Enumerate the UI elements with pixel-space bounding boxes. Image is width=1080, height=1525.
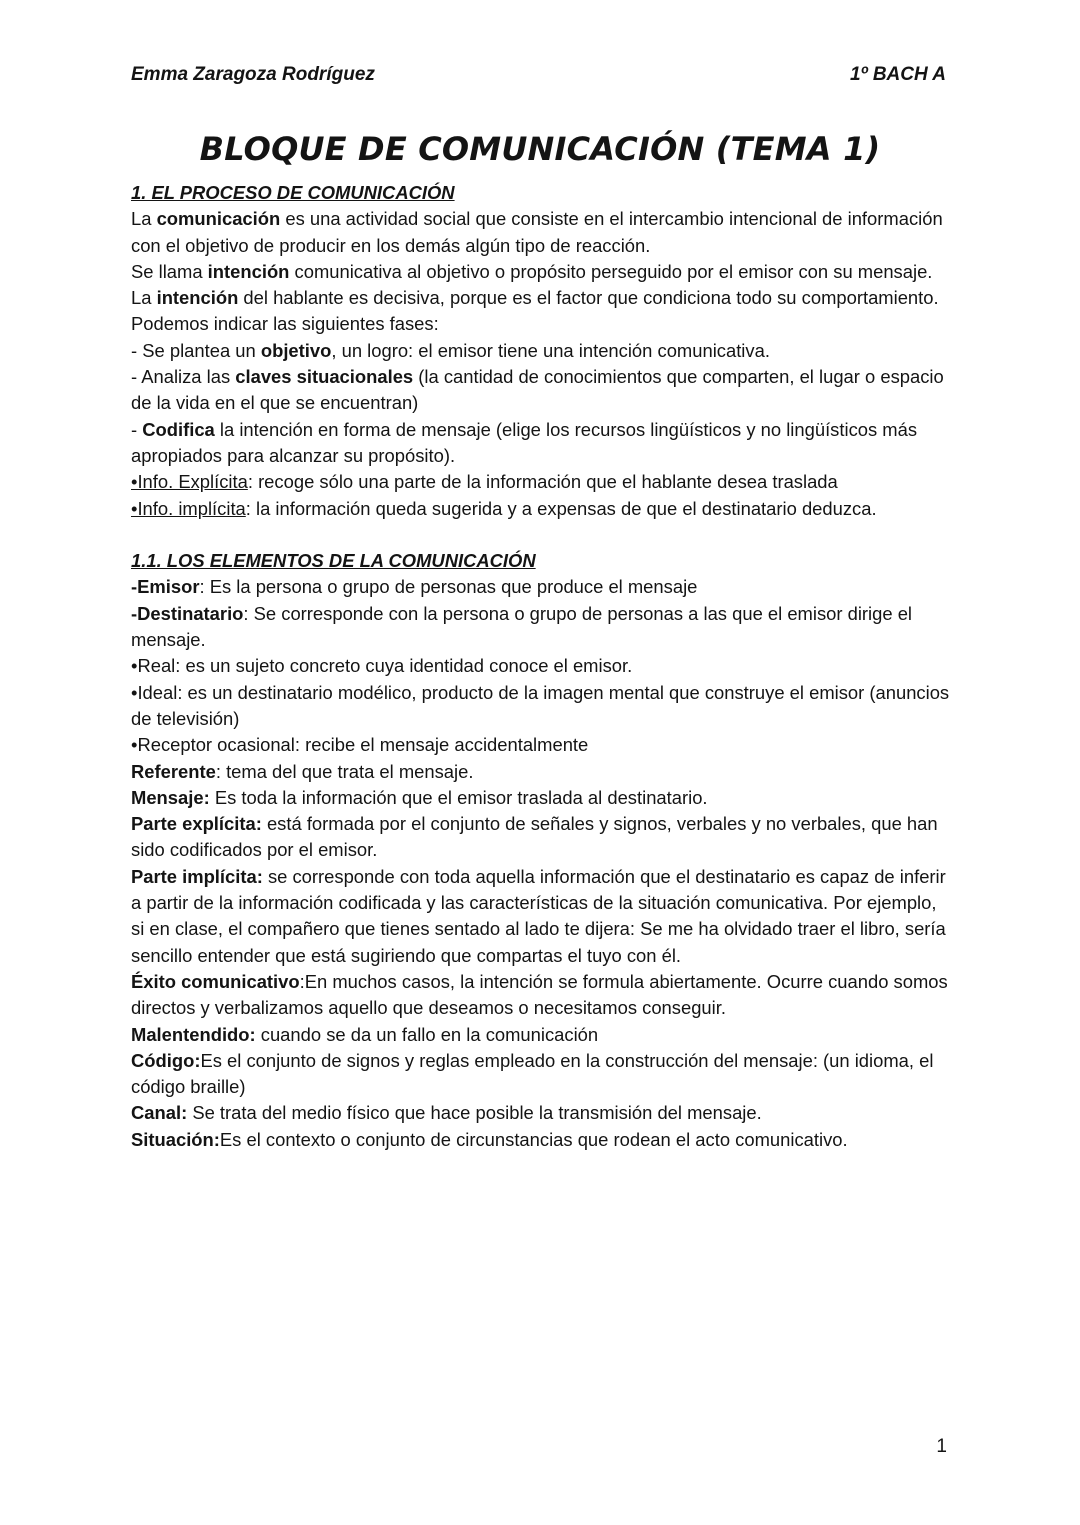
bold-term: Referente (131, 760, 216, 782)
text: está formada por el conjunto de señales y signos, verbales y no verbales, que han sido codificados por el emisor. (131, 813, 938, 861)
bold-term: Codifica (142, 418, 215, 440)
list-item (131, 417, 951, 470)
bold-term: Código: (131, 1049, 201, 1071)
document-title: BLOQUE DE COMUNICACIÓN (TEMA 1) (199, 130, 881, 168)
definition (131, 1127, 951, 1153)
definition (131, 601, 951, 654)
section-heading: 1.1. LOS ELEMENTOS DE LA COMUNICACIÓN (131, 550, 536, 572)
definition (131, 1100, 951, 1126)
bold-term: -Emisor (131, 576, 200, 598)
bold-term: objetivo (260, 339, 332, 361)
author-name: Emma Zaragoza Rodríguez (131, 64, 375, 85)
definition (131, 759, 951, 785)
paragraph (131, 206, 951, 259)
paragraph (131, 259, 951, 285)
definition (131, 785, 951, 811)
list-item (131, 496, 951, 522)
text: - Se plantea un (131, 339, 261, 361)
text: Se llama (131, 260, 208, 282)
paragraph (131, 285, 951, 311)
text: : Se corresponde con la persona o grupo de personas a las que el emisor dirige el mensaje. (131, 602, 913, 651)
text: Es el conjunto de signos y reglas empleado en la construcción del mensaje: (un idioma, el código braille) (131, 1049, 934, 1098)
bold-term: Canal: (131, 1102, 188, 1124)
text: se corresponde con toda aquella información que el destinatario es capaz de inferir a partir de la información codificada y las características de la situación comunicativa. Por ejemplo, si en clase, el compañero que tienes sentado al lado te dijera: Se me ha olvidado traer el libro, sería sencillo entender que está sugiriendo que compartas el tuyo con él. (131, 865, 946, 966)
text: es una actividad social que consiste en el intercambio intencional de información con el objetivo de producir en los demás algún tipo de reacción. (131, 208, 943, 256)
text: La (131, 208, 157, 230)
bold-term: intención (207, 260, 290, 282)
definition (131, 574, 951, 600)
text: - (131, 418, 143, 440)
list-item (131, 469, 951, 495)
bold-term: comunicación (156, 208, 281, 230)
underlined-term: •Info. implícita (131, 497, 246, 519)
definition (131, 864, 951, 969)
bold-term: Parte implícita: (131, 865, 263, 887)
bold-term: intención (156, 287, 239, 309)
definition (131, 811, 951, 864)
course-label: 1º BACH A (850, 64, 946, 85)
bold-term: claves situacionales (235, 366, 414, 388)
text: Es el contexto o conjunto de circunstancias que rodean el acto comunicativo. (219, 1128, 848, 1150)
definition (131, 1048, 951, 1101)
paragraph: Podemos indicar las siguientes fases: (131, 313, 439, 335)
list-item: •Receptor ocasional: recibe el mensaje accidentalmente (131, 734, 589, 756)
text: - Analiza las (131, 366, 236, 388)
bold-term: Parte explícita: (131, 813, 262, 835)
bold-term: -Destinatario (131, 602, 244, 624)
bold-term: Éxito comunicativo (131, 970, 300, 992)
document-body (131, 180, 951, 1153)
page-number: 1 (936, 1436, 947, 1457)
text: : la información queda sugerida y a expensas de que el destinatario deduzca. (245, 497, 877, 519)
text: La (131, 287, 157, 309)
text: : Es la persona o grupo de personas que produce el mensaje (199, 576, 698, 598)
text: del hablante es decisiva, porque es el factor que condiciona todo su comportamiento. (238, 287, 939, 309)
text: , un logro: el emisor tiene una intención comunicativa. (331, 339, 770, 361)
list-item: •Ideal: es un destinatario modélico, producto de la imagen mental que construye el emisor (anuncios de televisión) (131, 681, 950, 729)
list-item (131, 364, 951, 417)
bold-term: Malentendido: (131, 1023, 256, 1045)
text: (la cantidad de conocimientos que comparten, el lugar o espacio de la vida en el que se encuentran) (131, 366, 944, 414)
list-item: •Real: es un sujeto concreto cuya identidad conoce el emisor. (131, 655, 633, 677)
text: cuando se da un fallo en la comunicación (255, 1023, 599, 1045)
text: :En muchos casos, la intención se formula abiertamente. Ocurre cuando somos directos y verbalizamos aquello que deseamos o necesitamos conseguir. (131, 970, 948, 1019)
definition (131, 1022, 951, 1048)
section-heading: 1. EL PROCESO DE COMUNICACIÓN (131, 182, 455, 203)
definition (131, 969, 951, 1022)
underlined-term: •Info. Explícita (131, 471, 248, 493)
text: la intención en forma de mensaje (elige los recursos lingüísticos y no lingüísticos más apropiados para alcanzar su propósito). (131, 418, 918, 466)
bold-term: Situación: (131, 1128, 220, 1150)
text: Es toda la información que el emisor traslada al destinatario. (209, 786, 708, 808)
text: : tema del que trata el mensaje. (215, 760, 474, 782)
spacer (131, 522, 951, 548)
bold-term: Mensaje: (131, 786, 210, 808)
text: Se trata del medio físico que hace posible la transmisión del mensaje. (187, 1102, 762, 1124)
text: : recoge sólo una parte de la información que el hablante desea traslada (247, 471, 838, 493)
text: comunicativa al objetivo o propósito perseguido por el emisor con su mensaje. (289, 260, 933, 282)
list-item (131, 338, 951, 364)
